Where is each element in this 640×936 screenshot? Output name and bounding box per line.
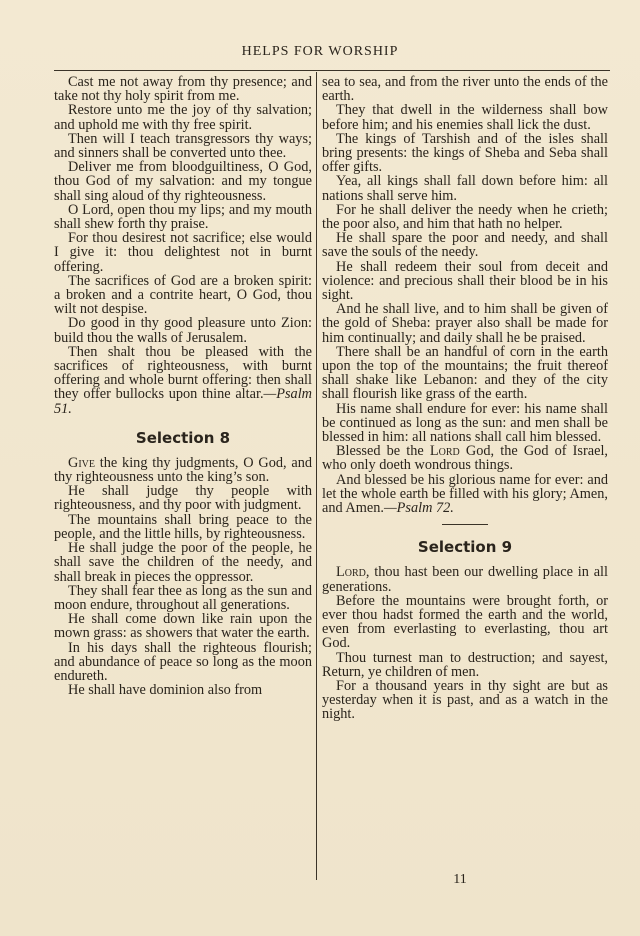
verse: Before the mountains were brought forth, or ever thou hadst formed the earth and the world, even from everlasting to everlasting, thou art God. <box>322 592 608 652</box>
verse: He shall have dominion also from <box>68 682 263 699</box>
verse <box>54 345 312 416</box>
verse: Cast me not away from thy presence; and take not thy holy spirit from me. <box>54 74 312 105</box>
verse: Restore unto me the joy of thy salvation; and uphold me with thy free spirit. <box>54 102 312 133</box>
verse: Do good in thy good pleasure unto Zion: build thou the walls of Jerusalem. <box>54 315 312 346</box>
verse <box>322 473 608 516</box>
verse: The sacrifices of God are a broken spirit: a broken and a contrite heart, O God, thou wilt not despise. <box>54 272 312 318</box>
section-divider <box>442 524 488 525</box>
header-rule <box>54 70 610 71</box>
divine-name: Lord <box>429 443 460 460</box>
selection-9-title: Selection 9 <box>417 538 513 557</box>
verse: He shall come down like rain upon the mown grass: as showers that water the earth. <box>54 611 312 642</box>
verse-text: the king thy judgments, O God, and thy righteousness unto the king’s son. <box>54 454 312 486</box>
running-header: HELPS FOR WORSHIP <box>241 44 399 59</box>
verse: There shall be an handful of corn in the earth upon the top of the mountains; the fruit thereof shall shake like Lebanon: and they of the city shall flourish like grass of the earth. <box>322 343 608 403</box>
right-column <box>322 75 608 722</box>
verse: sea to sea, and from the river unto the ends of the earth. <box>322 74 608 105</box>
verse <box>54 456 312 484</box>
verse: For a thousand years in thy sight are but as yesterday when it is past, and as a watch in the night. <box>322 677 608 723</box>
verse: O Lord, open thou my lips; and my mouth shall shew forth thy praise. <box>54 201 312 233</box>
verse: Then will I teach transgressors thy ways; and sinners shall be converted unto thee. <box>54 130 312 162</box>
verse: Thou turnest man to destruction; and sayest, Return, ye children of men. <box>322 649 608 680</box>
verse: He shall redeem their soul from deceit and violence: and precious shall their blood be in his sight. <box>322 258 608 304</box>
lead-word: Give <box>68 454 95 471</box>
verse: His name shall endure for ever: his name shall be continued as long as the sun: and men shall be blessed in him: all nations shall call him blessed. <box>322 400 608 446</box>
left-column <box>54 75 312 697</box>
verse: The kings of Tarshish and of the isles shall bring presents: the kings of Sheba and Seba shall offer gifts. <box>322 130 608 176</box>
verse: Deliver me from bloodguiltiness, O God, thou God of my salvation: and my tongue shall sing aloud of thy righteousness. <box>54 159 312 204</box>
verse-text: , thou hast been our dwelling place in all generations. <box>322 564 608 595</box>
column-separator <box>316 72 317 880</box>
lead-word: Lord <box>336 564 366 581</box>
verse <box>322 444 608 472</box>
verse-text: Then shalt thou be pleased with the sacrifices of righteousness, with burnt offering and whole burnt offering: then shall they offer bullocks upon thine altar. <box>54 343 312 403</box>
scripture-reference: —Psalm 51. <box>54 386 312 417</box>
verse: Yea, all kings shall fall down before him: all nations shall serve him. <box>322 173 608 204</box>
page-number: 11 <box>453 872 467 887</box>
verse: The mountains shall bring peace to the people, and the little hills, by righteousness. <box>54 511 312 542</box>
verse: They shall fear thee as long as the sun and moon endure, throughout all generations. <box>54 582 312 613</box>
scripture-reference: —Psalm 72. <box>383 500 454 517</box>
verse: And he shall live, and to him shall be given of the gold of Sheba: prayer also shall be made for him continually; and daily shall he be praised. <box>322 301 608 346</box>
verse-text: Blessed be the <box>336 443 430 460</box>
verse-text: God, the God of Israel, who only doeth wondrous things. <box>322 443 608 474</box>
verse: In his days shall the righteous flourish; and abundance of peace so long as the moon endureth. <box>54 639 312 684</box>
verse <box>322 565 608 593</box>
verse: He shall judge the poor of the people, he shall save the children of the needy, and shall break in pieces the oppressor. <box>54 540 312 585</box>
selection-8-title: Selection 8 <box>135 428 231 447</box>
verse-text: And blessed be his glorious name for ever: and let the whole earth be filled with his glory; Amen, and Amen. <box>322 471 608 517</box>
verse: They that dwell in the wilderness shall bow before him; and his enemies shall lick the dust. <box>322 102 608 133</box>
verse: For he shall deliver the needy when he crieth; the poor also, and him that hath no helper. <box>322 201 608 233</box>
verse: For thou desirest not sacrifice; else would I give it: thou delightest not in burnt offering. <box>54 230 312 275</box>
verse: He shall judge thy people with righteousness, and thy poor with judgment. <box>54 483 312 514</box>
verse: He shall spare the poor and needy, and shall save the souls of the needy. <box>322 230 608 261</box>
